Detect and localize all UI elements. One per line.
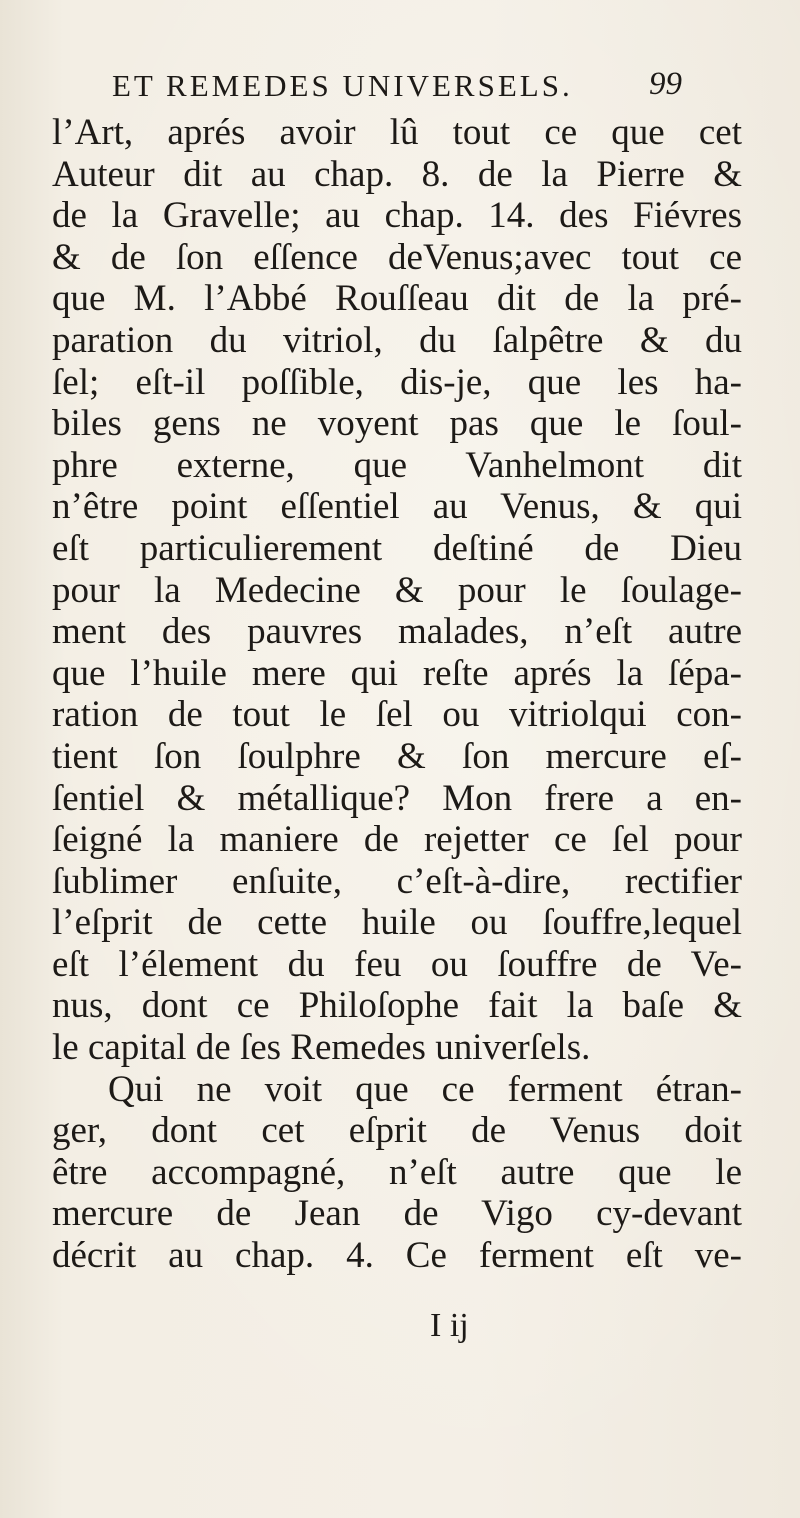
text-line: ration de tout le ſel ou vitriolqui con- — [52, 694, 742, 736]
text-line: pour la Medecine & pour le ſoulage- — [52, 569, 742, 611]
text-line: ſeigné la maniere de rejetter ce ſel pour — [52, 819, 742, 861]
text-line: phre externe, que Vanhelmont dit — [52, 444, 742, 486]
text-line: ment des pauvres malades, n’eſt autre — [52, 611, 742, 653]
text-line: ſentiel & métallique? Mon frere a en- — [52, 777, 742, 819]
page-header — [112, 68, 682, 116]
text-line: ſublimer enſuite, c’eſt-à-dire, rectifier — [52, 860, 742, 902]
text-line: Auteur dit au chap. 8. de la Pierre & — [52, 153, 742, 195]
text-line: de la Gravelle; au chap. 14. des Fiévres — [52, 195, 742, 237]
text-line: tient ſon ſoulphre & ſon mercure eſ- — [52, 735, 742, 777]
text-line: l’eſprit de cette huile ou ſouffre,lequel — [52, 902, 742, 944]
text-line: que l’huile mere qui reſte aprés la ſépa- — [52, 652, 742, 694]
paragraph-end-line: le capital de ſes Remedes univerſels. — [52, 1027, 591, 1069]
text-line: ger, dont cet eſprit de Venus doit — [52, 1110, 742, 1152]
text-line: l’Art, aprés avoir lû tout ce que cet — [52, 112, 742, 153]
text-line: mercure de Jean de Vigo cy-devant — [52, 1193, 742, 1235]
text-line: ſel; eſt-il poſſible, dis-je, que les ha- — [52, 361, 742, 403]
text-line: biles gens ne voyent pas que le ſoul- — [52, 403, 742, 445]
signature-mark: I ij — [430, 1307, 469, 1344]
text-line: eſt l’élement du feu ou ſouffre de Ve- — [52, 943, 742, 985]
body-text — [52, 112, 742, 1277]
text-line: eſt particulierement deſtiné de Dieu — [52, 527, 742, 569]
page-number: 99 — [649, 66, 682, 102]
text-line: n’être point eſſentiel au Venus, & qui — [52, 486, 742, 528]
text-line: être accompagné, n’eſt autre que le — [52, 1151, 742, 1193]
text-line: décrit au chap. 4. Ce ferment eſt ve- — [52, 1235, 742, 1277]
text-line: nus, dont ce Philoſophe fait la baſe & — [52, 985, 742, 1027]
text-line: & de ſon eſſence deVenus;avec tout ce — [52, 236, 742, 278]
text-line: que M. l’Abbé Rouſſeau dit de la pré- — [52, 278, 742, 320]
running-head: ET REMEDES UNIVERSELS. — [112, 68, 573, 103]
paragraph-start-line: Qui ne voit que ce ferment étran- — [108, 1068, 742, 1110]
text-line: paration du vitriol, du ſalpêtre & du — [52, 319, 742, 361]
